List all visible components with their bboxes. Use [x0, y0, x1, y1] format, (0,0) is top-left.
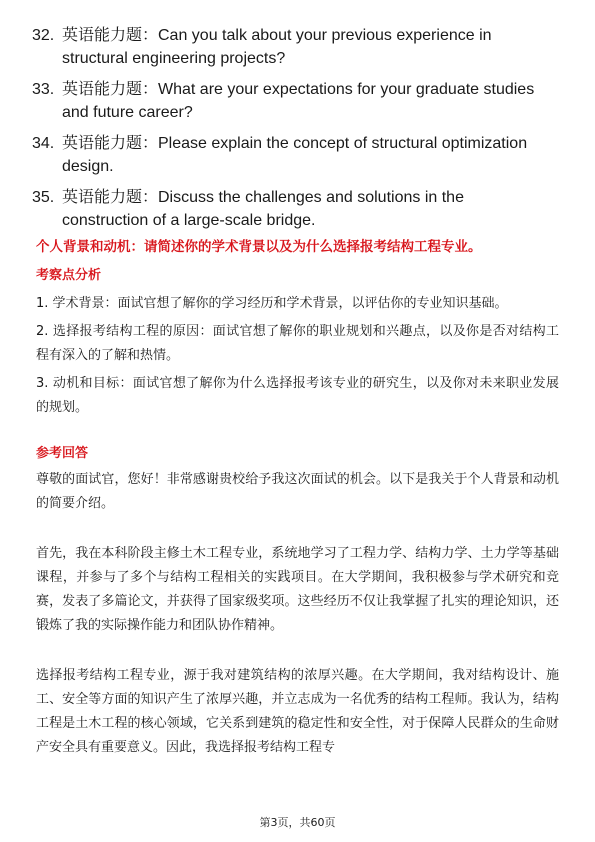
question-list: [32, 24, 552, 240]
answer-paragraph: 尊敬的面试官，您好！非常感谢贵校给予我这次面试的机会。以下是我关于个人背景和动机的简要介绍。: [36, 472, 559, 511]
question-text: 英语能力题：Please explain the concept of structural optimization design.: [62, 135, 528, 175]
analysis-item: 3. 动机和目标：面试官想了解你为什么选择报考该专业的研究生，以及你对未来职业发展的规划。: [36, 376, 559, 415]
answer-heading: 参考回答: [36, 446, 89, 461]
section-title: 个人背景和动机：请简述你的学术背景以及为什么选择报考结构工程专业。: [36, 239, 482, 255]
question-number: 35.: [32, 189, 55, 206]
question-number: 32.: [32, 27, 55, 44]
question-number: 33.: [32, 81, 55, 98]
question-text: 英语能力题：What are your expectations for your graduate studies and future career?: [62, 81, 535, 121]
analysis-item: 2. 选择报考结构工程的原因：面试官想了解你的职业规划和兴趣点，以及你是否对结构工程有深入的了解和热情。: [36, 324, 559, 363]
answer-paragraph: 首先，我在本科阶段主修土木工程专业，系统地学习了工程力学、结构力学、土力学等基础课程，并参与了多个与结构工程相关的实践项目。在大学期间，我积极参与学术研究和竞赛，发表了多篇论文，并获得了国家级奖项。这些经历不仅让我掌握了扎实的理论知识，还锻炼了我的实际操作能力和团队协作精神。: [36, 546, 559, 633]
answer-section: [36, 444, 559, 760]
analysis-section: [36, 266, 559, 420]
question-text: 英语能力题：Can you talk about your previous experience in structural engineering projects?: [62, 27, 492, 67]
analysis-item: 1. 学术背景：面试官想了解你的学习经历和学术背景，以评估你的专业知识基础。: [36, 296, 508, 311]
page-footer: 第3页，共60页: [259, 816, 336, 829]
question-item: [32, 78, 552, 124]
question-item: [32, 186, 552, 232]
question-item: [32, 132, 552, 178]
question-item: [32, 24, 552, 70]
question-number: 34.: [32, 135, 55, 152]
question-text: 英语能力题：Discuss the challenges and solutions in the construction of a large-scale bridge.: [62, 189, 464, 229]
answer-paragraph: 选择报考结构工程专业，源于我对建筑结构的浓厚兴趣。在大学期间，我对结构设计、施工、安全等方面的知识产生了浓厚兴趣，并立志成为一名优秀的结构工程师。我认为，结构工程是土木工程的核心领域，它关系到建筑的稳定性和安全性，对于保障人民群众的生命财产安全具有重要意义。因此，我选择报考结构工程专: [36, 668, 559, 755]
analysis-heading: 考察点分析: [36, 268, 102, 283]
